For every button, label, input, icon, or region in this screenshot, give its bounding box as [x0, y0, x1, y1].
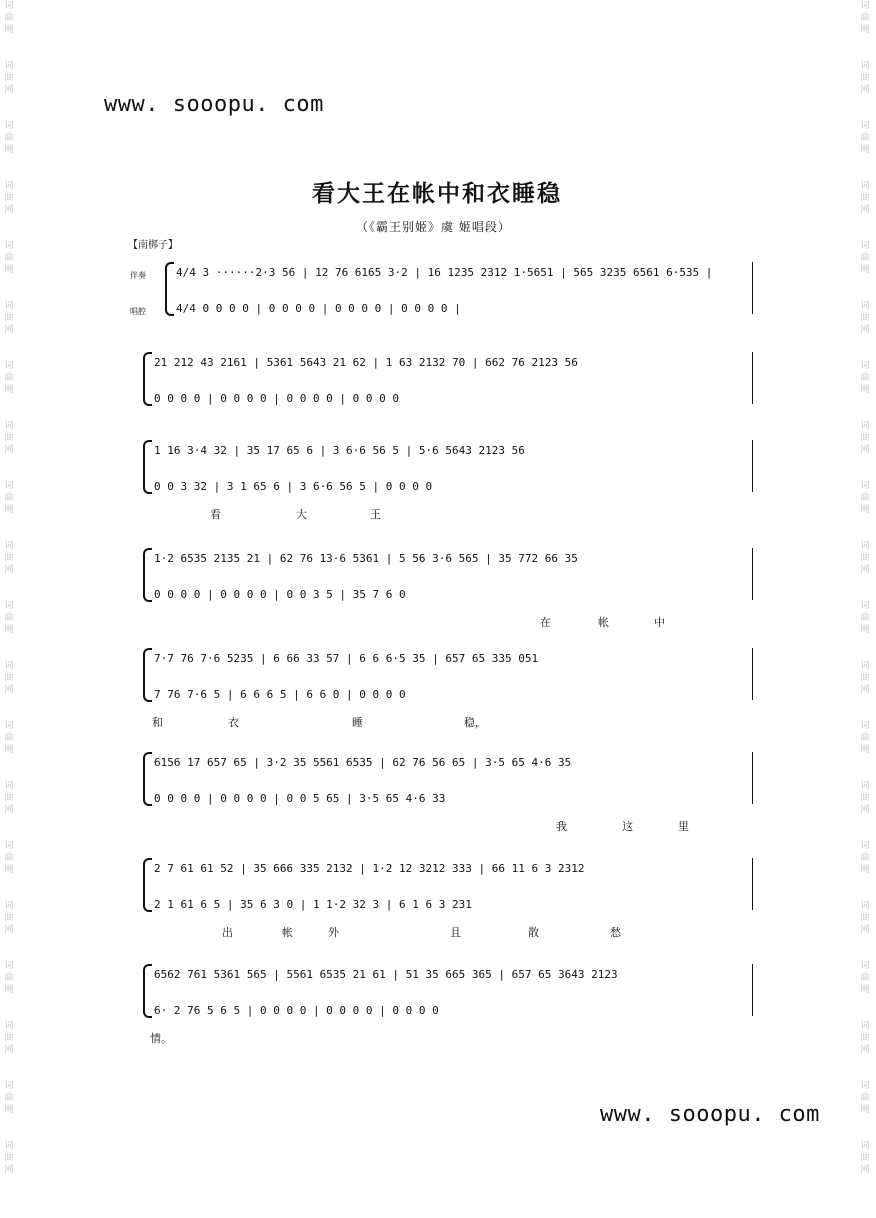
tempo-marking: 【南梆子】: [128, 240, 178, 251]
watermark-group: 词 曲 网: [860, 961, 870, 995]
lyric-syllable: 我: [556, 820, 567, 833]
watermark-group: 词 曲 网: [860, 661, 870, 695]
end-barline: [752, 964, 753, 1016]
watermark-group: 词 曲 网: [860, 121, 870, 155]
watermark-group: 词 曲 网: [860, 361, 870, 395]
lyric-syllable: 王: [370, 508, 381, 521]
lyric-syllable: 中: [654, 616, 665, 629]
end-barline: [752, 648, 753, 700]
watermark-group: 词 曲 网: [4, 241, 14, 275]
lyric-syllable: 里: [678, 820, 689, 833]
watermark-left: [2, 0, 16, 1200]
end-barline: [752, 440, 753, 492]
accompaniment-line: 4/4 3 ······2·3 56 | 12 76 6165 3·2 | 16 1235 2312 1·5651 | 565 3235 6561 6·535 |: [176, 266, 713, 279]
watermark-group: 词 曲 网: [860, 481, 870, 515]
watermark-group: 词 曲 网: [860, 241, 870, 275]
system-brace: [143, 964, 152, 1018]
watermark-group: 词 曲 网: [860, 1021, 870, 1055]
watermark-group: 词 曲 网: [860, 1141, 870, 1175]
watermark-group: 词 曲 网: [860, 601, 870, 635]
song-subtitle: （《霸王别姬》虞 姬唱段）: [356, 220, 511, 234]
watermark-group: 词 曲 网: [860, 181, 870, 215]
site-url-top[interactable]: www. sooopu. com: [104, 92, 324, 117]
watermark-group: 词 曲 网: [860, 901, 870, 935]
end-barline: [752, 262, 753, 314]
watermark-group: 词 曲 网: [860, 301, 870, 335]
end-barline: [752, 858, 753, 910]
accompaniment-line: 6562 761 5361 565 | 5561 6535 21 61 | 51 35 665 365 | 657 65 3643 2123: [154, 968, 618, 981]
lyric-syllable: 愁: [610, 926, 621, 939]
accompaniment-line: 1·2 6535 2135 21 | 62 76 13·6 5361 | 5 56 3·6 565 | 35 772 66 35: [154, 552, 578, 565]
watermark-group: 词 曲 网: [4, 721, 14, 755]
watermark-group: 词 曲 网: [4, 961, 14, 995]
system-brace: [143, 752, 152, 806]
lyric-syllable: 这: [622, 820, 633, 833]
vocal-line: 0 0 0 0 | 0 0 0 0 | 0 0 3 5 | 35 7 6 0: [154, 588, 406, 601]
watermark-group: 词 曲 网: [4, 541, 14, 575]
vocal-line: 0 0 0 0 | 0 0 0 0 | 0 0 0 0 | 0 0 0 0: [154, 392, 400, 405]
lyric-syllable: 衣: [228, 716, 239, 729]
watermark-group: 词 曲 网: [4, 61, 14, 95]
vocal-line: 6· 2 76 5 6 5 | 0 0 0 0 | 0 0 0 0 | 0 0 0 0: [154, 1004, 439, 1017]
watermark-group: 词 曲 网: [4, 901, 14, 935]
system-brace: [143, 352, 152, 406]
watermark-group: 词 曲 网: [860, 781, 870, 815]
watermark-group: 词 曲 网: [4, 661, 14, 695]
lyric-syllable: 情。: [150, 1032, 172, 1045]
watermark-group: 词 曲 网: [4, 1081, 14, 1115]
part-label-vocal: 唱腔: [130, 307, 146, 316]
lyric-syllable: 帐: [282, 926, 293, 939]
vocal-line: 0 0 0 0 | 0 0 0 0 | 0 0 5 65 | 3·5 65 4·6 33: [154, 792, 446, 805]
watermark-group: 词 曲 网: [4, 1, 14, 35]
watermark-group: 词 曲 网: [860, 1, 870, 35]
watermark-group: 词 曲 网: [860, 541, 870, 575]
watermark-group: 词 曲 网: [860, 1081, 870, 1115]
vocal-line: 0 0 3 32 | 3 1 65 6 | 3 6·6 56 5 | 0 0 0 0: [154, 480, 433, 493]
watermark-group: 词 曲 网: [4, 781, 14, 815]
lyric-syllable: 大: [296, 508, 307, 521]
accompaniment-line: 6156 17 657 65 | 3·2 35 5561 6535 | 62 76 56 65 | 3·5 65 4·6 35: [154, 756, 572, 769]
vocal-line: 7 76 7·6 5 | 6 6 6 5 | 6 6 0 | 0 0 0 0: [154, 688, 406, 701]
watermark-group: 词 曲 网: [4, 1021, 14, 1055]
system-brace: [143, 440, 152, 494]
watermark-group: 词 曲 网: [860, 721, 870, 755]
vocal-line: 2 1 61 6 5 | 35 6 3 0 | 1 1·2 32 3 | 6 1 6 3 231: [154, 898, 472, 911]
vocal-line: 4/4 0 0 0 0 | 0 0 0 0 | 0 0 0 0 | 0 0 0 0 |: [176, 302, 461, 315]
lyric-syllable: 帐: [598, 616, 609, 629]
accompaniment-line: 2 7 61 61 52 | 35 666 335 2132 | 1·2 12 3212 333 | 66 11 6 3 2312: [154, 862, 585, 875]
watermark-group: 词 曲 网: [4, 841, 14, 875]
lyric-syllable: 睡: [352, 716, 363, 729]
end-barline: [752, 548, 753, 600]
end-barline: [752, 352, 753, 404]
watermark-group: 词 曲 网: [4, 181, 14, 215]
lyric-syllable: 散: [528, 926, 539, 939]
accompaniment-line: 7·7 76 7·6 5235 | 6 66 33 57 | 6 6 6·5 35 | 657 65 335 051: [154, 652, 539, 665]
accompaniment-line: 1 16 3·4 32 | 35 17 65 6 | 3 6·6 56 5 | 5·6 5643 2123 56: [154, 444, 525, 457]
lyric-syllable: 出: [222, 926, 233, 939]
end-barline: [752, 752, 753, 804]
watermark-group: 词 曲 网: [860, 61, 870, 95]
watermark-group: 词 曲 网: [4, 1141, 14, 1175]
lyric-syllable: 在: [540, 616, 551, 629]
watermark-group: 词 曲 网: [4, 421, 14, 455]
system-brace: [143, 648, 152, 702]
lyric-syllable: 且: [450, 926, 461, 939]
accompaniment-line: 21 212 43 2161 | 5361 5643 21 62 | 1 63 2132 70 | 662 76 2123 56: [154, 356, 578, 369]
lyric-syllable: 看: [210, 508, 221, 521]
watermark-group: 词 曲 网: [4, 601, 14, 635]
site-url-bottom[interactable]: www. sooopu. com: [600, 1102, 820, 1127]
system-brace: [143, 548, 152, 602]
lyric-syllable: 外: [328, 926, 339, 939]
part-label-accompaniment: 伴奏: [130, 271, 146, 280]
watermark-group: 词 曲 网: [4, 301, 14, 335]
lyric-syllable: 稳，: [464, 716, 486, 729]
watermark-group: 词 曲 网: [4, 121, 14, 155]
watermark-right: [858, 0, 872, 1200]
watermark-group: 词 曲 网: [4, 481, 14, 515]
system-brace: [165, 262, 174, 316]
system-brace: [143, 858, 152, 912]
song-title: 看大王在帐中和衣睡稳: [312, 181, 562, 207]
watermark-group: 词 曲 网: [860, 421, 870, 455]
watermark-group: 词 曲 网: [860, 841, 870, 875]
watermark-group: 词 曲 网: [4, 361, 14, 395]
lyric-syllable: 和: [152, 716, 163, 729]
